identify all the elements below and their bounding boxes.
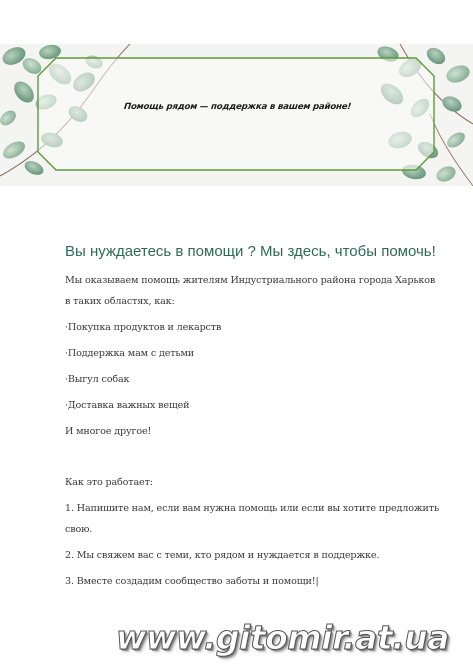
- intro-text-line1: Мы оказываем помощь жителям Индустриального района города Харьков: [65, 275, 436, 286]
- list-item: ·Поддержка мам с детьми: [65, 348, 195, 359]
- step-2: 2. Мы свяжем вас с теми, кто рядом и нуждается в поддержке.: [65, 550, 380, 561]
- eucalyptus-frame-illustration: [0, 44, 473, 186]
- header-banner: [0, 44, 473, 186]
- banner-title: Помощь рядом — поддержка в вашем районе!: [123, 102, 352, 112]
- site-watermark: www.gitomir.at.ua: [116, 618, 449, 657]
- how-it-works-title: Как это работает:: [65, 477, 153, 488]
- step-1-line2: свою.: [65, 524, 93, 535]
- step-1-line1: 1. Напишите нам, если вам нужна помощь или если вы хотите предложить: [65, 503, 440, 514]
- intro-text-line2: в таких областях, как:: [65, 296, 175, 307]
- more-text: И многое другое!: [65, 426, 152, 437]
- list-item: ·Доставка важных вещей: [65, 400, 190, 411]
- page-heading: Вы нуждаетесь в помощи ? Мы здесь, чтобы помочь!: [65, 243, 436, 260]
- step-3: 3. Вместе создадим сообщество заботы и помощи!|: [65, 576, 319, 587]
- list-item: ·Покупка продуктов и лекарств: [65, 322, 222, 333]
- green-frame: [38, 58, 434, 170]
- list-item: ·Выгул собак: [65, 374, 130, 385]
